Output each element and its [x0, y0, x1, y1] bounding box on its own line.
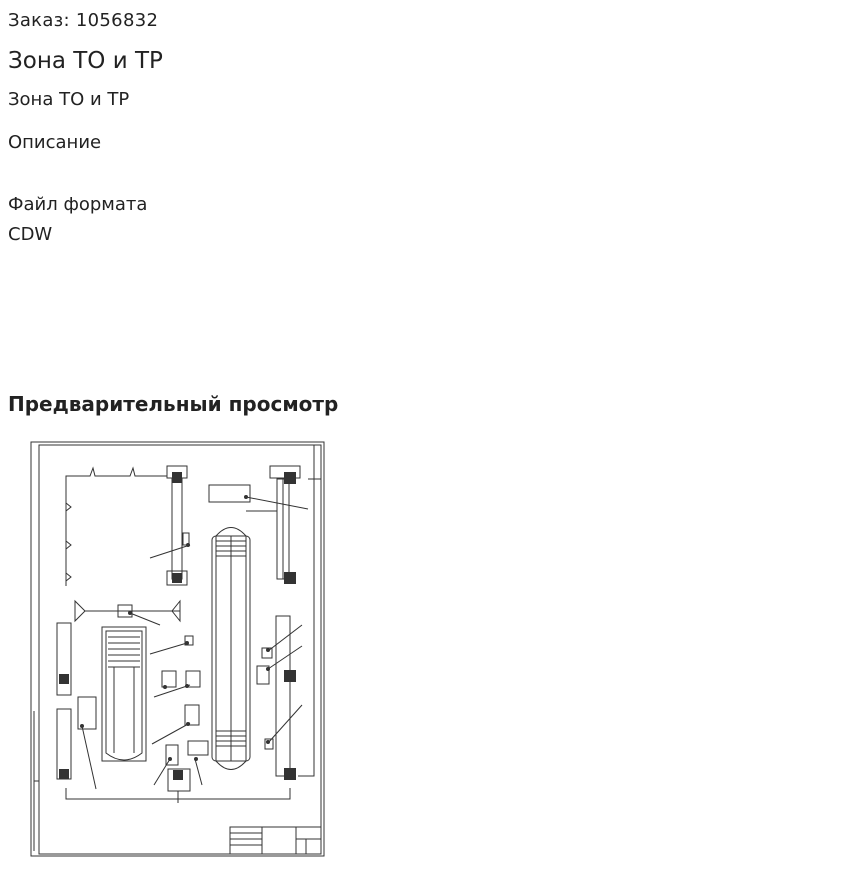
file-format-value: CDW — [8, 224, 53, 245]
page-title: Зона ТО и ТР — [8, 48, 163, 74]
description-label: Описание — [8, 132, 102, 153]
product-subtitle: Зона ТО и ТР — [8, 89, 130, 110]
preview-heading: Предварительный просмотр — [8, 392, 339, 416]
file-format-label: Файл формата — [8, 194, 148, 215]
drawing-preview-image[interactable] — [30, 441, 326, 858]
order-number: Заказ: 1056832 — [8, 10, 159, 31]
technical-drawing-svg — [30, 441, 326, 858]
